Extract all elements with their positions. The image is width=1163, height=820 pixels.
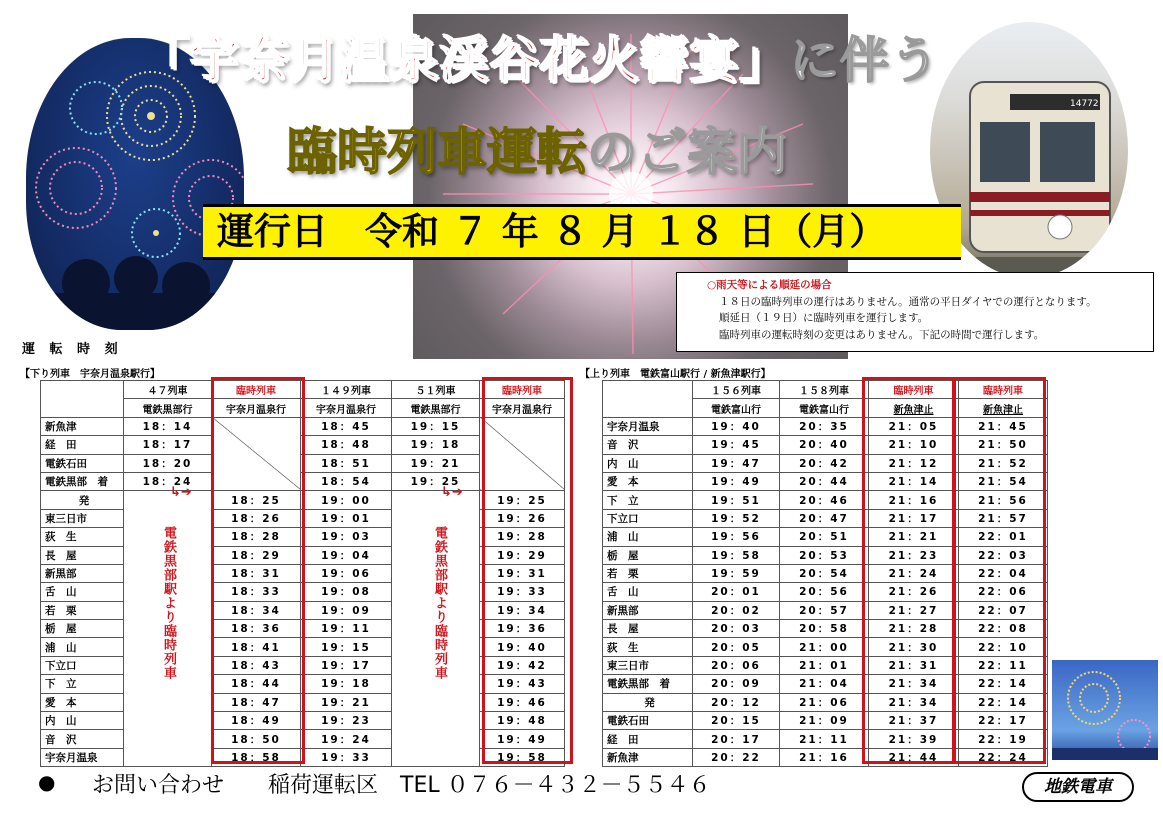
station-cell: 下立口 <box>603 509 693 527</box>
time-cell: 19：25 <box>480 491 565 509</box>
time-cell: 18：45 <box>301 417 392 435</box>
header-row <box>41 381 565 399</box>
time-cell: 20：57 <box>780 601 869 619</box>
station-cell: 発 <box>41 491 124 509</box>
station-cell: 宇奈月温泉 <box>603 417 693 435</box>
time-cell: 18：17 <box>124 436 212 454</box>
time-cell: 22：17 <box>959 712 1048 730</box>
station-cell: 長 屋 <box>603 620 693 638</box>
notice-line: 臨時列車の運転時刻の変更はありません。下記の時間で運行します。 <box>719 328 1045 341</box>
transfer-note: 電鉄黒部駅より臨時列車 <box>432 526 447 680</box>
station-cell: 経 田 <box>41 436 124 454</box>
time-cell: 22：06 <box>959 583 1048 601</box>
table-row <box>603 509 1048 527</box>
destination-cell: 宇奈月温泉行 <box>212 399 301 417</box>
time-cell: 21：24 <box>869 564 959 582</box>
time-cell: 20：53 <box>780 546 869 564</box>
time-cell: 21：12 <box>869 454 959 472</box>
time-cell: 19：11 <box>301 620 392 638</box>
station-cell: 下 立 <box>41 675 124 693</box>
page-title <box>140 22 1070 92</box>
station-cell: 東三日市 <box>41 509 124 527</box>
time-cell: 19：56 <box>693 528 780 546</box>
time-cell: 21：37 <box>869 712 959 730</box>
time-cell: 18：54 <box>301 472 392 490</box>
time-cell: 19：00 <box>301 491 392 509</box>
time-cell: 22：10 <box>959 638 1048 656</box>
time-cell: 20：46 <box>780 491 869 509</box>
time-cell: 19：06 <box>301 564 392 582</box>
time-cell: 19：18 <box>301 675 392 693</box>
time-cell: 19：49 <box>480 730 565 748</box>
time-cell: 18：28 <box>212 528 301 546</box>
time-cell: 19：15 <box>392 417 480 435</box>
train-name-cell: １４９列車 <box>301 381 392 399</box>
station-cell: 東三日市 <box>603 656 693 674</box>
time-cell: 22：24 <box>959 748 1048 766</box>
company-logo: 地鉄電車 <box>1022 772 1134 802</box>
time-cell: 19：33 <box>480 583 565 601</box>
train-name-cell: ４７列車 <box>124 381 212 399</box>
station-cell: 長 屋 <box>41 546 124 564</box>
destination-cell: 電鉄黒部行 <box>392 399 480 417</box>
time-cell: 21：05 <box>869 417 959 435</box>
destination-cell: 宇奈月温泉行 <box>480 399 565 417</box>
time-cell: 19：04 <box>301 546 392 564</box>
subtitle-main: 臨時列車運転 <box>287 123 587 181</box>
table-row <box>603 472 1048 490</box>
timetable-heading: 運 転 時 刻 <box>22 342 123 357</box>
station-cell: 内 山 <box>603 454 693 472</box>
table-row <box>603 656 1048 674</box>
time-cell: 19：18 <box>392 436 480 454</box>
time-cell: 22：01 <box>959 528 1048 546</box>
time-cell: 19：28 <box>480 528 565 546</box>
time-cell: 18：14 <box>124 417 212 435</box>
time-cell <box>480 417 565 491</box>
time-cell: 19：45 <box>693 436 780 454</box>
time-cell: 18：20 <box>124 454 212 472</box>
destination-cell: 宇奈月温泉行 <box>301 399 392 417</box>
table-row <box>41 638 565 656</box>
time-cell: 19：58 <box>480 748 565 766</box>
table-row <box>41 620 565 638</box>
time-cell: 19：59 <box>693 564 780 582</box>
time-cell: 19：49 <box>693 472 780 490</box>
time-cell: 18：43 <box>212 656 301 674</box>
time-cell: 22：19 <box>959 730 1048 748</box>
train-name-cell: １５８列車 <box>780 381 869 399</box>
station-cell: 栃 屋 <box>41 620 124 638</box>
time-cell: 20：54 <box>780 564 869 582</box>
time-cell: 21：57 <box>959 509 1048 527</box>
time-cell: 20：05 <box>693 638 780 656</box>
station-cell: 新黒部 <box>603 601 693 619</box>
table-row <box>603 748 1048 766</box>
transfer-note: 電鉄黒部駅より臨時列車 <box>161 526 176 680</box>
time-cell: 19：43 <box>480 675 565 693</box>
time-cell: 20：56 <box>780 583 869 601</box>
time-cell: 20：17 <box>693 730 780 748</box>
time-cell: 22：14 <box>959 693 1048 711</box>
train-name-cell: ５１列車 <box>392 381 480 399</box>
train-number-text: 14772 <box>1070 99 1099 109</box>
time-cell: 21：23 <box>869 546 959 564</box>
station-cell: 新魚津 <box>41 417 124 435</box>
table-row <box>603 638 1048 656</box>
train-name-cell: 臨時列車 <box>869 381 959 399</box>
time-cell: 19：31 <box>480 564 565 582</box>
time-cell: 21：56 <box>959 491 1048 509</box>
time-cell: 21：52 <box>959 454 1048 472</box>
time-cell: 22：14 <box>959 675 1048 693</box>
subtitle-suffix: のご案内 <box>587 123 787 181</box>
time-cell: 21：10 <box>869 436 959 454</box>
time-cell: 19：48 <box>480 712 565 730</box>
time-cell: 19：51 <box>693 491 780 509</box>
time-cell: 20：01 <box>693 583 780 601</box>
time-cell: 19：01 <box>301 509 392 527</box>
station-cell: 荻 生 <box>41 528 124 546</box>
time-cell: 21：16 <box>869 491 959 509</box>
title-event: 「宇奈月温泉渓谷花火響宴」 <box>140 32 791 89</box>
down-direction-label: 【下り列車 宇奈月温泉駅行】 <box>20 369 160 380</box>
time-cell: 19：15 <box>301 638 392 656</box>
time-cell: 21：27 <box>869 601 959 619</box>
table-row <box>41 675 565 693</box>
time-cell: 22：07 <box>959 601 1048 619</box>
station-cell: 浦 山 <box>603 528 693 546</box>
table-row <box>603 528 1048 546</box>
table-row <box>603 491 1048 509</box>
time-cell: 19：58 <box>693 546 780 564</box>
time-cell: 22：08 <box>959 620 1048 638</box>
table-row <box>41 546 565 564</box>
station-cell: 舌 山 <box>603 583 693 601</box>
time-cell: 20：44 <box>780 472 869 490</box>
header-cell <box>41 381 124 418</box>
time-cell: 21：34 <box>869 693 959 711</box>
train-name-cell: １５６列車 <box>693 381 780 399</box>
table-row <box>603 730 1048 748</box>
station-cell: 若 栗 <box>41 601 124 619</box>
table-row <box>41 491 565 509</box>
transfer-arrow-icon: ↳➔ <box>441 485 463 500</box>
time-cell: 22：03 <box>959 546 1048 564</box>
time-cell: 18：49 <box>212 712 301 730</box>
time-cell: 21：45 <box>959 417 1048 435</box>
station-cell: 新魚津 <box>603 748 693 766</box>
station-cell: 電鉄石田 <box>41 454 124 472</box>
time-cell: 19：33 <box>301 748 392 766</box>
time-cell: 21：34 <box>869 675 959 693</box>
station-cell: 電鉄黒部 着 <box>41 472 124 490</box>
time-cell: 18：29 <box>212 546 301 564</box>
time-cell: 19：52 <box>693 509 780 527</box>
table-row <box>41 583 565 601</box>
station-cell: 宇奈月温泉 <box>41 748 124 766</box>
contact-info: お問い合わせ 稲荷運転区 TEL ０７６－４３２－５５４６ <box>92 773 711 798</box>
station-cell: 愛 本 <box>41 693 124 711</box>
time-cell: 20：51 <box>780 528 869 546</box>
time-cell: 19：23 <box>301 712 392 730</box>
table-row <box>603 620 1048 638</box>
destination-cell: 電鉄黒部行 <box>124 399 212 417</box>
up-direction-label: 【上り列車 電鉄富山駅行 / 新魚津駅行】 <box>580 369 771 380</box>
time-cell: 21：39 <box>869 730 959 748</box>
time-cell: 22：11 <box>959 656 1048 674</box>
station-cell: 電鉄石田 <box>603 712 693 730</box>
notice-line: 順延日（１９日）に臨時列車を運行します。 <box>719 312 929 324</box>
train-name-cell: 臨時列車 <box>480 381 565 399</box>
station-cell: 舌 山 <box>41 583 124 601</box>
station-cell: 音 沢 <box>603 436 693 454</box>
station-cell: 若 栗 <box>603 564 693 582</box>
time-cell: 19：34 <box>480 601 565 619</box>
time-cell: 21：01 <box>780 656 869 674</box>
time-cell: 18：24 <box>124 472 212 490</box>
time-cell: 21：28 <box>869 620 959 638</box>
time-cell: 19：46 <box>480 693 565 711</box>
time-cell: 20：06 <box>693 656 780 674</box>
table-row <box>41 601 565 619</box>
time-cell: 21：14 <box>869 472 959 490</box>
time-cell: 18：26 <box>212 509 301 527</box>
time-cell: 21：06 <box>780 693 869 711</box>
time-cell: 18：33 <box>212 583 301 601</box>
time-cell: 19：09 <box>301 601 392 619</box>
time-cell: 21：31 <box>869 656 959 674</box>
table-row <box>41 693 565 711</box>
station-cell: 新黒部 <box>41 564 124 582</box>
time-cell: 21：04 <box>780 675 869 693</box>
destination-cell: 新魚津止 <box>869 399 959 417</box>
time-cell: 20：02 <box>693 601 780 619</box>
title-suffix: に伴う <box>790 32 941 89</box>
time-cell: 19：42 <box>480 656 565 674</box>
destination-cell: 電鉄富山行 <box>780 399 869 417</box>
header-row <box>603 381 1048 399</box>
time-cell: 19：40 <box>693 417 780 435</box>
time-cell: 18：31 <box>212 564 301 582</box>
time-cell: 20：22 <box>693 748 780 766</box>
table-row <box>603 417 1048 435</box>
time-cell: 19：21 <box>301 693 392 711</box>
time-cell: 19：08 <box>301 583 392 601</box>
time-cell: 21：30 <box>869 638 959 656</box>
time-cell: 20：42 <box>780 454 869 472</box>
time-cell: 20：58 <box>780 620 869 638</box>
contact-bullet: ● <box>38 770 56 794</box>
time-cell: 19：29 <box>480 546 565 564</box>
time-cell: 19：40 <box>480 638 565 656</box>
station-cell: 下立口 <box>41 656 124 674</box>
station-cell: 下 立 <box>603 491 693 509</box>
time-cell: 18：41 <box>212 638 301 656</box>
time-cell: 20：15 <box>693 712 780 730</box>
time-cell: 21：21 <box>869 528 959 546</box>
time-cell: 21：11 <box>780 730 869 748</box>
destination-cell: 新魚津止 <box>959 399 1048 417</box>
station-cell: 内 山 <box>41 712 124 730</box>
operation-date-banner: 運行日 令和 ７ 年 ８ 月 １８ 日（月） <box>203 204 961 260</box>
time-cell: 20：47 <box>780 509 869 527</box>
time-cell: 21：54 <box>959 472 1048 490</box>
time-cell: 19：47 <box>693 454 780 472</box>
time-cell: 21：00 <box>780 638 869 656</box>
time-cell: 20：40 <box>780 436 869 454</box>
time-cell: 18：44 <box>212 675 301 693</box>
fireworks-small-illustration <box>1052 660 1158 760</box>
time-cell: 20：12 <box>693 693 780 711</box>
time-cell: 20：35 <box>780 417 869 435</box>
station-cell: 栃 屋 <box>603 546 693 564</box>
time-cell: 18：34 <box>212 601 301 619</box>
notice-title: ○雨天等による順延の場合 <box>707 279 832 291</box>
table-row <box>603 693 1048 711</box>
station-cell: 発 <box>603 693 693 711</box>
time-cell: 20：09 <box>693 675 780 693</box>
up-timetable <box>602 380 1048 767</box>
table-row <box>41 656 565 674</box>
table-row <box>41 528 565 546</box>
table-row <box>603 601 1048 619</box>
station-cell: 愛 本 <box>603 472 693 490</box>
page-subtitle <box>287 112 927 184</box>
table-row <box>603 436 1048 454</box>
time-cell: 21：16 <box>780 748 869 766</box>
station-cell: 浦 山 <box>41 638 124 656</box>
time-cell: 19：25 <box>392 472 480 490</box>
table-row <box>603 564 1048 582</box>
table-row <box>603 675 1048 693</box>
time-cell: 18：51 <box>301 454 392 472</box>
table-row <box>41 509 565 527</box>
time-cell: 19：36 <box>480 620 565 638</box>
time-cell: 21：09 <box>780 712 869 730</box>
header-cell <box>603 381 693 418</box>
station-cell: 経 田 <box>603 730 693 748</box>
time-cell: 19：26 <box>480 509 565 527</box>
train-name-cell: 臨時列車 <box>959 381 1048 399</box>
time-cell: 22：04 <box>959 564 1048 582</box>
time-cell: 19：24 <box>301 730 392 748</box>
time-cell: 20：03 <box>693 620 780 638</box>
table-row <box>41 417 565 435</box>
time-cell: 19：03 <box>301 528 392 546</box>
table-row <box>41 712 565 730</box>
time-cell: 21：26 <box>869 583 959 601</box>
destination-cell: 電鉄富山行 <box>693 399 780 417</box>
time-cell: 21：50 <box>959 436 1048 454</box>
time-cell: 18：58 <box>212 748 301 766</box>
time-cell: 18：48 <box>301 436 392 454</box>
station-cell: 荻 生 <box>603 638 693 656</box>
notice-line: １８日の臨時列車の運行はありません。通常の平日ダイヤでの運行となります。 <box>719 295 1097 308</box>
time-cell: 21：44 <box>869 748 959 766</box>
table-row <box>603 454 1048 472</box>
table-row <box>41 748 565 766</box>
time-cell: 18：25 <box>212 491 301 509</box>
table-row <box>41 730 565 748</box>
station-cell: 音 沢 <box>41 730 124 748</box>
time-cell: 19：21 <box>392 454 480 472</box>
time-cell: 18：36 <box>212 620 301 638</box>
table-row <box>603 546 1048 564</box>
down-timetable <box>40 380 565 767</box>
time-cell: 19：17 <box>301 656 392 674</box>
table-row <box>603 712 1048 730</box>
time-cell: 21：17 <box>869 509 959 527</box>
time-cell <box>212 417 301 491</box>
transfer-arrow-icon: ↳➔ <box>170 485 192 500</box>
time-cell: 18：50 <box>212 730 301 748</box>
table-row <box>41 564 565 582</box>
time-cell: 18：47 <box>212 693 301 711</box>
train-name-cell: 臨時列車 <box>212 381 301 399</box>
station-cell: 電鉄黒部 着 <box>603 675 693 693</box>
rain-postponement-notice <box>676 272 1154 352</box>
table-row <box>603 583 1048 601</box>
